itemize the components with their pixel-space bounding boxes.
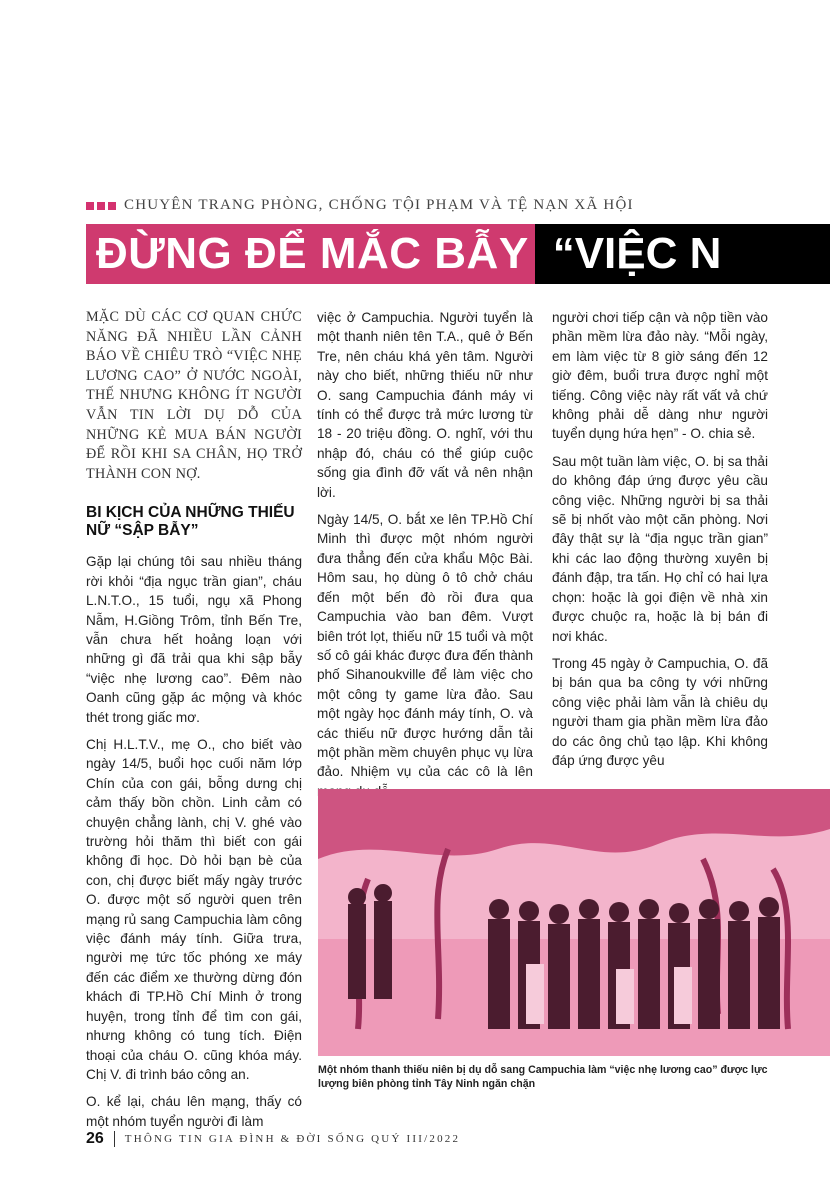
article-column-2 <box>317 308 533 801</box>
group-photo-illustration <box>318 789 830 1056</box>
headline-part1: ĐỪNG ĐỂ MẮC BẪY <box>86 224 535 284</box>
lead-paragraph: MẶC DÙ CÁC CƠ QUAN CHỨC NĂNG ĐÃ NHIỀU LẦN CẢNH BÁO VỀ CHIÊU TRÒ “VIỆC NHẸ LƯƠNG CAO” Ở NƯỚC NGOÀI, THẾ NHƯNG KHÔNG ÍT NGƯỜI VẪN TIN LỜI DỤ DỖ CỦA NHỮNG KẺ MUA BÁN NGƯỜI ĐỂ RỒI KHI SA CHÂN, HỌ TRỞ THÀNH CON NỢ. <box>86 309 302 482</box>
paragraph: Gặp lại chúng tôi sau nhiều tháng rời khỏi “địa ngục trần gian”, cháu L.N.T.O., 15 tuổi, ngụ xã Phong Nẫm, H.Giồng Trôm, tỉnh Bến Tre, vẫn chưa hết hoảng loạn với những gì đã trải qua khi sập bẫy “việc nhẹ lương cao”. Đêm nào Oanh cũng gặp ác mộng và khóc thét trong giấc mơ. <box>86 554 302 725</box>
subheading: BI KỊCH CỦA NHỮNG THIẾU NỮ “SẬP BẪY” <box>86 504 295 540</box>
page-number: 26 <box>86 1130 104 1147</box>
article-column-1 <box>86 308 302 1131</box>
page-footer <box>86 1130 460 1148</box>
section-squares-icon <box>86 202 116 210</box>
headline-part2: “VIỆC N <box>535 224 830 284</box>
paragraph: O. kể lại, cháu lên mạng, thấy có một nhóm tuyển người đi làm <box>86 1094 302 1129</box>
paragraph: việc ở Campuchia. Người tuyển là một thanh niên tên T.A., quê ở Bến Tre, nên cháu khá yên tâm. Người này cho biết, những thiếu nữ như O. sang Campuchia đánh máy vi tính có thể được trả mức lương từ 18 - 20 triệu đồng. O. nghĩ, với thu nhập đó, cháu có thể giúp cuộc sống gia đình đỡ vất vả nên nhận lời. <box>317 310 533 500</box>
footer-divider <box>114 1131 115 1147</box>
paragraph: Ngày 14/5, O. bắt xe lên TP.Hồ Chí Minh thì được một nhóm người đưa thẳng đến cửa khẩu Mộc Bài. Hôm sau, họ dùng ô tô chở cháu đến một bến đò rồi đưa qua Campuchia vào ban đêm. Vượt biên trót lọt, thiếu nữ 15 tuổi và một số cô gái khác được đưa đến thành phố Sihanoukville để làm việc cho một công ty game lừa đảo. Sau một ngày học đánh máy tính, O. và các thiếu nữ được hướng dẫn tải một phần mềm chuyên phục vụ lừa đảo. Nhiệm vụ của các cô là lên <box>317 512 533 780</box>
news-photo <box>318 789 830 1056</box>
paragraph: người chơi tiếp cận và nộp tiền vào phần mềm lừa đảo này. “Mỗi ngày, em làm việc từ 8 giờ sáng đến 12 giờ đêm, buổi trưa được nghỉ một tiếng. Công việc này rất vất vả chứ không phải dễ dàng như người tuyển dụng hứa hẹn” - O. chia sẻ. <box>552 310 768 442</box>
headline <box>86 224 830 284</box>
publication-name: THÔNG TIN GIA ĐÌNH & ĐỜI SỐNG QUÝ III/2022 <box>124 1133 461 1145</box>
section-label-text: CHUYÊN TRANG PHÒNG, CHỐNG TỘI PHẠM VÀ TỆ NẠN XÃ HỘI <box>124 197 634 213</box>
article-column-3 <box>552 308 768 770</box>
paragraph: Chị H.L.T.V., mẹ O., cho biết vào ngày 14/5, buổi học cuối năm lớp Chín của con gái, bỗng dưng chị cảm thấy bồn chồn. Linh cảm có chuyện chẳng lành, chị V. ghé vào trường hỏi thăm thì biết con gái không đi học. Dò hỏi bạn bè của con, chị được biết mấy ngày trước O. được một số người quen trên mạng rủ sang Campuchia làm công việc đánh máy tính. Giữa trưa, người mẹ tức tốc phóng xe máy đến các điểm xe thường dừng đón khách đi TP.Hồ Chí Minh ở trong huyện, trong tỉnh để tìm con gái, nhưng không có tung tích. Điện thoại của cháu O. cũng khóa máy. Chị V. đi trình báo công an. <box>86 737 302 1082</box>
paragraph: Sau một tuần làm việc, O. bị sa thải do không đáp ứng được yêu cầu công việc. Những người bị sa thải sẽ bị nhốt vào một căn phòng. Nơi đây thật sự là “địa ngục trần gian” khi các lao động thường xuyên bị đánh đập, tra tấn. Họ chỉ có hai lựa chọn: hoặc là gọi điện về nhà xin được chuộc ra, hoặc là bị bán đi nơi khác. <box>552 453 768 644</box>
section-label <box>86 197 634 214</box>
photo-caption: Một nhóm thanh thiếu niên bị dụ dỗ sang Campuchia làm “việc nhẹ lương cao” được lực lượng biên phòng tỉnh Tây Ninh ngăn chặn <box>318 1064 768 1090</box>
paragraph: Trong 45 ngày ở Campuchia, O. đã bị bán qua ba công ty với những công việc phải làm vẫn là chiêu dụ người tham gia phần mềm lừa đảo do các ông chủ tạo lập. Khi không đáp ứng được yêu <box>552 655 768 768</box>
